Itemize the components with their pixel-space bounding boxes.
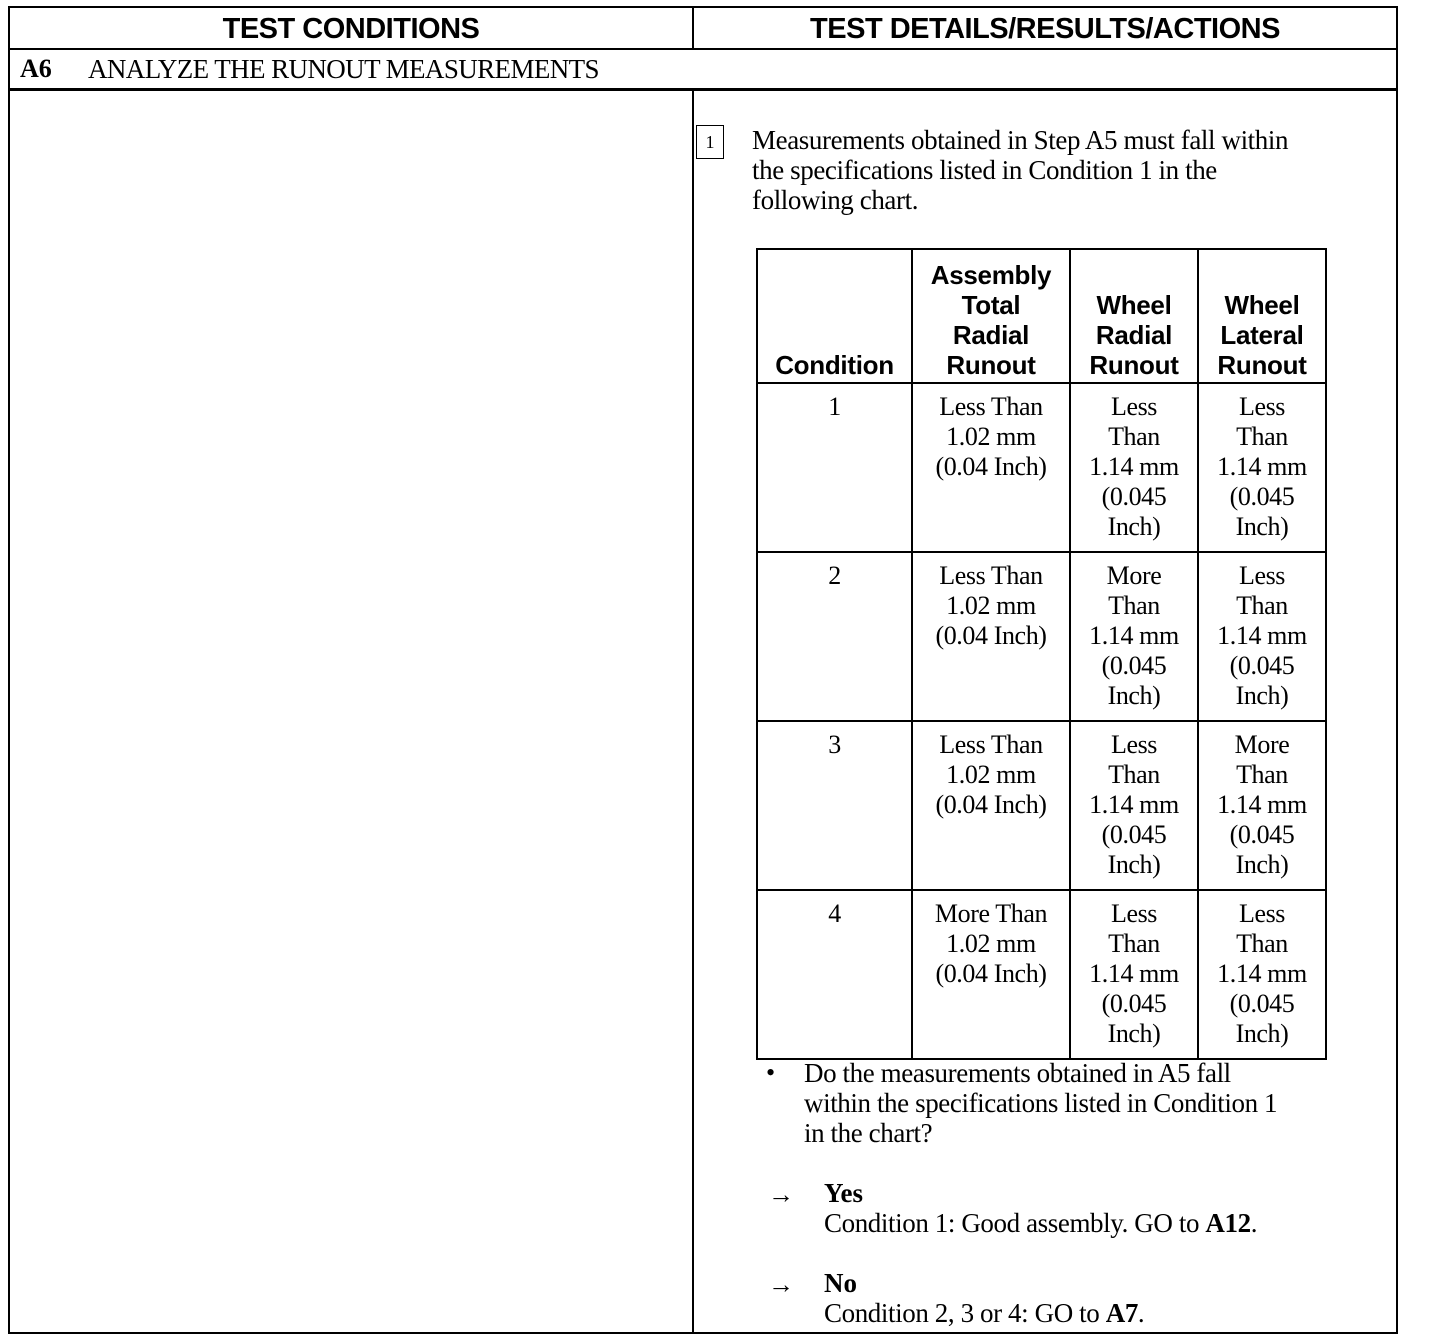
table-row [757, 383, 1326, 552]
cell-condition: 4 [757, 890, 912, 1059]
goto-a7-link[interactable]: A7 [1105, 1298, 1138, 1328]
cell-wheel-lateral-runout: Less Than 1.14 mm (0.045 Inch) [1198, 890, 1326, 1059]
runout-specification-table [756, 248, 1327, 1060]
instruction-line: Measurements obtained in Step A5 must fall within [752, 125, 1289, 155]
table-row [757, 552, 1326, 721]
answer-yes-action: Condition 1: Good assembly. GO to A12. [824, 1208, 1258, 1238]
decision-question [804, 1058, 1374, 1148]
header-wheel-radial-runout: Wheel Radial Runout [1070, 249, 1198, 383]
table-row [757, 721, 1326, 890]
cell-wheel-radial-runout: Less Than 1.14 mm (0.045 Inch) [1070, 383, 1198, 552]
test-conditions-header: TEST CONDITIONS [222, 13, 480, 45]
arrow-right-icon: → [768, 1270, 794, 1299]
bullet-icon: • [766, 1058, 776, 1087]
instruction-line: the specifications listed in Condition 1 in the [752, 155, 1217, 185]
table-row [757, 890, 1326, 1059]
step-title: ANALYZE THE RUNOUT MEASUREMENTS [88, 54, 599, 84]
question-line: in the chart? [804, 1118, 933, 1148]
cell-wheel-lateral-runout: Less Than 1.14 mm (0.045 Inch) [1198, 383, 1326, 552]
test-details-header: TEST DETAILS/RESULTS/ACTIONS [810, 13, 1280, 45]
header-wheel-lateral-runout: Wheel Lateral Runout [1198, 249, 1326, 383]
cell-assembly-total-radial-runout: Less Than 1.02 mm (0.04 Inch) [912, 383, 1070, 552]
cell-condition: 3 [757, 721, 912, 890]
cell-assembly-total-radial-runout: More Than 1.02 mm (0.04 Inch) [912, 890, 1070, 1059]
substep-instructions [752, 125, 1382, 215]
answer-no-label: No [824, 1268, 857, 1298]
cell-assembly-total-radial-runout: Less Than 1.02 mm (0.04 Inch) [912, 552, 1070, 721]
table-header-row [757, 249, 1326, 383]
cell-wheel-radial-runout: Less Than 1.14 mm (0.045 Inch) [1070, 721, 1198, 890]
column-divider [692, 91, 694, 1332]
cell-assembly-total-radial-runout: Less Than 1.02 mm (0.04 Inch) [912, 721, 1070, 890]
cell-condition: 2 [757, 552, 912, 721]
substep-number-box: 1 [696, 125, 724, 159]
arrow-right-icon: → [768, 1180, 794, 1209]
cell-condition: 1 [757, 383, 912, 552]
answer-no-action: Condition 2, 3 or 4: GO to A7. [824, 1298, 1145, 1328]
answer-yes-label: Yes [824, 1178, 863, 1208]
cell-wheel-lateral-runout: Less Than 1.14 mm (0.045 Inch) [1198, 552, 1326, 721]
cell-wheel-radial-runout: More Than 1.14 mm (0.045 Inch) [1070, 552, 1198, 721]
column-header-row [10, 8, 1396, 50]
goto-a12-link[interactable]: A12 [1205, 1208, 1251, 1238]
cell-wheel-lateral-runout: More Than 1.14 mm (0.045 Inch) [1198, 721, 1326, 890]
cell-wheel-radial-runout: Less Than 1.14 mm (0.045 Inch) [1070, 890, 1198, 1059]
header-assembly-total-radial-runout: Assembly Total Radial Runout [912, 249, 1070, 383]
question-line: Do the measurements obtained in A5 fall [804, 1058, 1231, 1088]
header-condition: Condition [757, 249, 912, 383]
step-title-row [10, 50, 1396, 91]
question-line: within the specifications listed in Condition 1 [804, 1088, 1278, 1118]
step-id: A6 [20, 54, 52, 83]
instruction-line: following chart. [752, 185, 919, 215]
